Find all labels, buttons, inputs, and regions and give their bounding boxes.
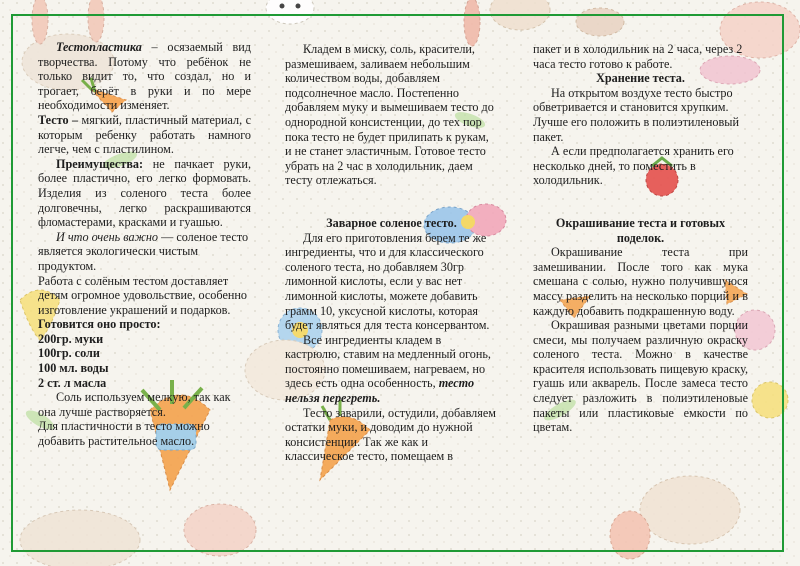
paragraph-heating: Все ингредиенты кладем в кастрюлю, ставим на медленный огонь, постоянно помешиваем, нагреваем, но здесь есть одна особенность, тесто нельзя перегреть. [285, 332, 491, 406]
recipe-item: 100 мл. воды [38, 361, 109, 376]
text: — соленое тесто является экологически чистым продуктом. [38, 229, 249, 273]
paragraph-important [38, 230, 251, 274]
paragraph-testo [38, 113, 251, 157]
paragraph-salt: Соль используем мелкую, так как она лучше растворяется. [38, 390, 231, 419]
paragraph-mixing: Кладем в миску, соль, красители, размешиваем, заливаем небольшим количеством воды, добавляем подсолнечное масло. Постепенно добавляем муку и вымешиваем тесто до однородной консистенции, до тех пор пока тесто не будет прилипать к рукам, и не станет эластичным. Готовое тесто убрать на 2 час в холодильник, даем тесту отлежаться. [285, 42, 494, 188]
paragraph-work: Работа с солёным тестом доставляет детям огромное удовольствие, особенно изготовление украшений и подарков. [38, 273, 247, 317]
paragraph-coloring: Окрашивание теста при замешивании. После того как мука смешана с солью, нужно получившуюся массу разделить на несколько порций и в каждую добавить подкрашенную воду. [533, 245, 748, 318]
column-left [38, 40, 251, 449]
paragraph-air: На открытом воздухе тесто быстро обветривается и становится хрупким. Лучше его положить в полиэтиленовый пакет. [533, 85, 739, 144]
paragraph-advantages [38, 157, 251, 230]
paragraph-oil: Для пластичности в тесто можно добавить растительное масло. [38, 419, 210, 449]
recipe-item: 200гр. муки [38, 331, 104, 346]
paragraph-fridge: пакет и в холодильник на 2 часа, через 2 часа тесто готово к работе. [533, 42, 743, 71]
text: не пачкает руки, более пластично, его легко формовать. Изделия из соленого теста более долговечны, легко раскрашиваются фломастерами, красками и гуашью. [38, 156, 251, 230]
term-advantages: Преимущества: [56, 156, 144, 171]
paragraph-testoplastika [38, 40, 251, 113]
term-testoplastika: Тестопластика [56, 40, 142, 54]
term-testo: Тесто – [38, 112, 79, 127]
warning-text: тесто нельзя перегреть. [285, 376, 475, 406]
text: мягкий, пластичный материал, с которым ребенку работать намного легче, чем с пластилином. [38, 112, 252, 157]
heading-zavarnoe: Заварное соленое тесто. [326, 215, 457, 230]
term-important: И что очень важно [56, 229, 159, 244]
paragraph-days: А если предполагается хранить его несколько дней, то поместить в холодильник. [533, 144, 734, 188]
paragraph-colors: Окрашивая разными цветами порции смеси, мы получаем различную окраску соленого теста. Можно в качестве красителя использовать пищевую краску, гуашь или акварель. После замеса тесто следует разложить в полиэтиленовые пакеты или пластиковые емкости по цветам. [533, 318, 748, 435]
heading-storage: Хранение теста. [596, 71, 685, 86]
paragraph-zavarnoe: Для его приготовления берем те же ингредиенты, что и для классического соленого теста, но добавляем 30гр лимонной кислоты, если у вас нет лимонной кислоты, можете добавить грамм 10, уксусной кислоты, которая будет являться для теста консервантом. [285, 230, 490, 333]
paragraph-cooling: Тесто заварили, остудили, добавляем остатки муки, и доводим до нужной консистенции. Так же как и классическое тесто, помещаем в [285, 405, 496, 464]
recipe-item: 2 ст. л масла [38, 375, 107, 390]
column-right [533, 42, 748, 435]
heading-coloring: Окрашивание теста и готовых поделок. [555, 215, 726, 245]
text: – осязаемый вид творчества. Потому что ребёнок не только видит то, что создал, но и трогает, берёт в руки и по мере необходимости изменяет. [38, 40, 251, 113]
column-middle [285, 42, 498, 464]
recipe-item: 100гр. соли [38, 346, 100, 361]
recipe-title: Готовится оно просто: [38, 317, 161, 332]
